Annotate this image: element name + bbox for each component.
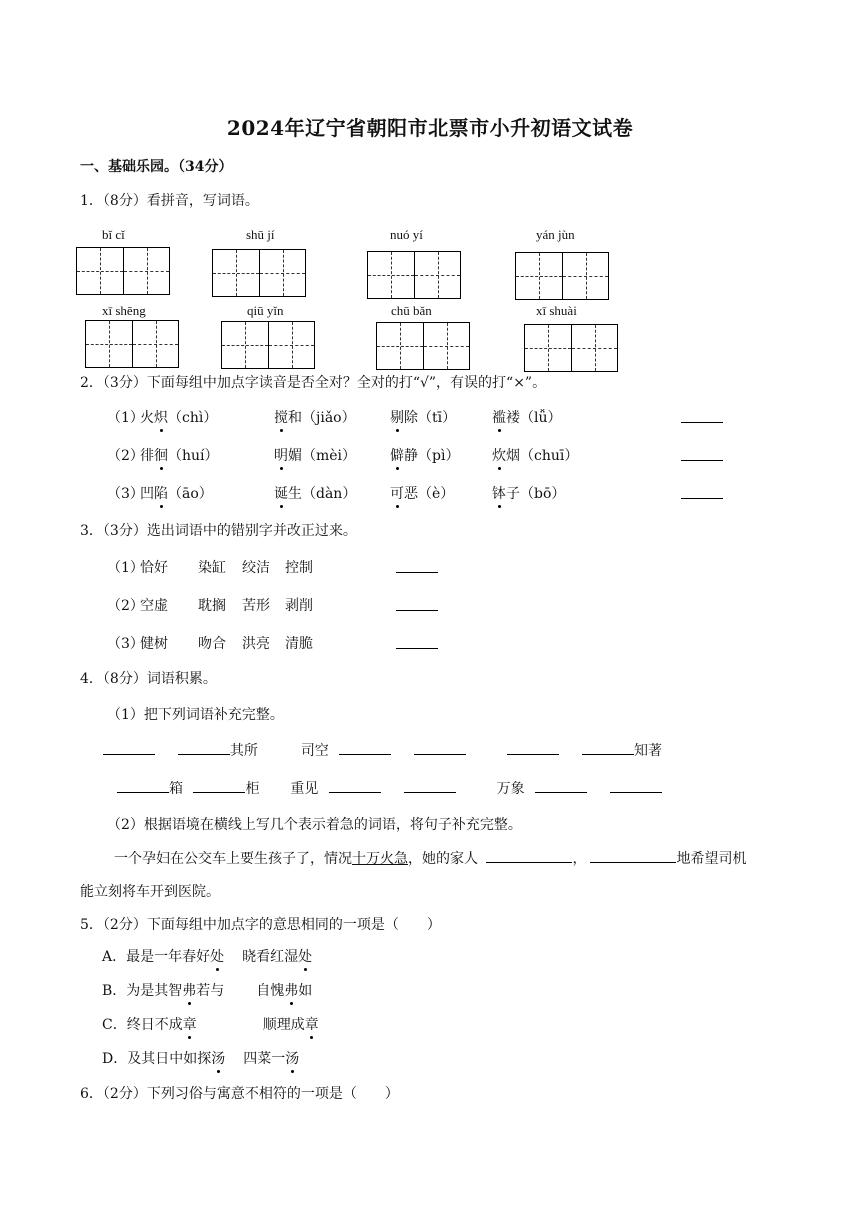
word-part: 搅	[274, 407, 288, 427]
option-d[interactable]	[102, 1048, 299, 1068]
typo-row-number: （2）	[107, 598, 144, 614]
writing-grid[interactable]	[367, 251, 461, 299]
pinyin-label: yán jùn	[536, 227, 575, 242]
option-text: 顺理成	[262, 1017, 305, 1033]
word-part: 可	[390, 483, 404, 503]
answer-blank[interactable]	[117, 778, 169, 793]
word-part: 烟	[506, 448, 520, 464]
word-part: 火	[140, 410, 154, 426]
writing-grid[interactable]	[212, 249, 306, 297]
reading-row-number: （1）	[107, 410, 144, 426]
dotted-char: 弗	[284, 980, 298, 1000]
exam-title: 2024年辽宁省朝阳市北票市小升初语文试卷	[226, 116, 634, 140]
word-part: 剔	[390, 407, 404, 427]
question-5-stem: 5．（2分）下面每组中加点字的意思相同的一项是（ ）	[80, 917, 441, 933]
pinyin-label: xī shuài	[536, 303, 577, 318]
typo-word: 清脆	[285, 636, 313, 652]
option-text: 终日不成	[126, 1017, 183, 1033]
word-part: 生	[288, 486, 302, 502]
answer-blank[interactable]	[610, 778, 662, 793]
question-3-stem: 3．（3分）选出词语中的错别字并改正过来。	[80, 523, 357, 539]
word-part: （huí）	[168, 448, 219, 464]
option-text: 自愧	[256, 983, 285, 999]
option-c[interactable]	[102, 1014, 319, 1034]
dotted-char: 处	[298, 946, 312, 966]
answer-blank[interactable]	[396, 610, 438, 611]
idiom-part: 重见	[290, 781, 319, 797]
section-heading: 一、基础乐园。（34分）	[80, 159, 233, 175]
option-a[interactable]	[102, 946, 312, 966]
writing-grid[interactable]	[76, 247, 170, 295]
sentence-text: 地希望司机	[676, 851, 747, 867]
writing-grid[interactable]	[524, 324, 618, 372]
writing-grid[interactable]	[376, 322, 470, 370]
word-part: 褴	[492, 407, 506, 427]
typo-word: 苦形	[242, 598, 270, 614]
word-part: 凹	[140, 486, 154, 502]
idiom-part: 其所	[229, 743, 258, 759]
question-1-stem: 1．（8分）看拼音，写词语。	[80, 193, 259, 209]
question-2-stem: 2．（3分）下面每组中加点字读音是否全对？全对的打“√”，有误的打“×”。	[80, 375, 547, 391]
reading-word	[492, 483, 565, 503]
pinyin-label: chū bǎn	[391, 303, 432, 318]
reading-word	[492, 407, 562, 427]
word-part: （pì）	[418, 448, 460, 464]
reading-word	[390, 445, 459, 465]
word-part: （mèi）	[302, 448, 357, 464]
word-part: 陷	[154, 483, 168, 503]
option-text: 如	[298, 983, 313, 999]
sentence-text: 一个孕妇在公交车上要生孩子了，情况	[114, 851, 352, 867]
option-letter: D．	[102, 1051, 128, 1067]
option-text: 最是一年春好	[126, 949, 211, 965]
word-part: （chì）	[168, 410, 218, 426]
answer-blank[interactable]	[339, 740, 391, 755]
idiom-row-2	[117, 778, 662, 798]
answer-blank[interactable]	[681, 498, 723, 499]
question-6-stem: 6．（2分）下列习俗与寓意不相符的一项是（ ）	[80, 1086, 399, 1102]
idiom-part: 司空	[300, 743, 329, 759]
idiom-part: 柜	[245, 781, 260, 797]
dotted-char: 弗	[182, 980, 196, 1000]
idiom-row-1	[103, 740, 662, 760]
typo-word: 健树	[140, 636, 168, 652]
pinyin-label: shū jí	[246, 227, 275, 242]
answer-blank[interactable]	[178, 740, 230, 755]
option-b[interactable]	[102, 980, 312, 1000]
reading-word	[140, 445, 219, 465]
answer-blank[interactable]	[681, 460, 723, 461]
option-text: 及其日中如探	[127, 1051, 212, 1067]
option-letter: A．	[102, 949, 127, 965]
answer-blank[interactable]	[414, 740, 466, 755]
answer-blank[interactable]	[396, 648, 438, 649]
word-part: 徊	[154, 445, 168, 465]
option-text: 晓看红湿	[242, 949, 299, 965]
word-part: 和	[288, 410, 302, 426]
reading-word	[140, 407, 217, 427]
option-text: 四菜一	[243, 1051, 286, 1067]
answer-blank[interactable]	[590, 848, 676, 863]
typo-word: 洪亮	[242, 636, 270, 652]
answer-blank[interactable]	[535, 778, 587, 793]
answer-blank[interactable]	[507, 740, 559, 755]
word-part: （dàn）	[302, 486, 357, 502]
dotted-char: 章	[183, 1014, 197, 1034]
word-part: （lǚ）	[520, 410, 562, 426]
question-4-stem: 4．（8分）词语积累。	[80, 671, 217, 687]
sentence-text: ，	[572, 851, 587, 867]
word-part: 静	[404, 448, 418, 464]
word-part: 炊	[492, 445, 506, 465]
idiom-part: 万象	[496, 781, 525, 797]
question-4-sub2: （2）根据语境在横线上写几个表示着急的词语，将句子补充完整。	[107, 817, 522, 833]
typo-word: 空虚	[140, 598, 168, 614]
word-part: （bō）	[520, 486, 566, 502]
writing-grid[interactable]	[515, 252, 609, 300]
option-letter: B．	[102, 983, 127, 999]
pinyin-label: qiū yǐn	[247, 303, 284, 318]
word-part: （chuī）	[520, 448, 579, 464]
word-part: （jiǎo）	[302, 410, 356, 426]
word-part: 炽	[154, 407, 168, 427]
reading-word	[274, 445, 356, 465]
question-4-sub1: （1）把下列词语补充完整。	[107, 707, 284, 723]
typo-row-number: （3）	[107, 636, 144, 652]
answer-blank[interactable]	[329, 778, 381, 793]
typo-word: 控制	[285, 560, 313, 576]
sentence-text: ，她的家人	[408, 851, 478, 867]
typo-word: 染缸	[198, 560, 226, 576]
context-sentence-cont: 能立刻将车开到医院。	[80, 884, 220, 900]
option-letter: C．	[102, 1017, 127, 1033]
option-text: 若与	[196, 983, 225, 999]
reading-word	[274, 483, 356, 503]
pinyin-label: xī shēng	[102, 303, 146, 318]
reading-word	[274, 407, 356, 427]
word-part: 除	[404, 410, 418, 426]
answer-blank[interactable]	[103, 740, 155, 755]
pinyin-label: nuó yí	[390, 227, 423, 242]
word-part: （āo）	[168, 486, 213, 502]
reading-word	[390, 483, 454, 503]
writing-grid[interactable]	[85, 320, 179, 368]
writing-grid[interactable]	[221, 321, 315, 369]
answer-blank[interactable]	[582, 740, 634, 755]
typo-word: 耽搁	[198, 598, 226, 614]
reading-word	[390, 407, 456, 427]
answer-blank[interactable]	[486, 848, 572, 863]
context-sentence	[114, 848, 746, 868]
reading-row-number: （2）	[107, 448, 144, 464]
word-part: 钵	[492, 483, 506, 503]
idiom-part: 箱	[169, 781, 183, 797]
typo-row-number: （1）	[107, 560, 144, 576]
word-part: 子	[506, 486, 520, 502]
word-part: 媚	[288, 448, 302, 464]
typo-word: 恰好	[140, 560, 168, 576]
dotted-char: 章	[305, 1014, 319, 1034]
answer-blank[interactable]	[404, 778, 456, 793]
pinyin-label: bǐ cǐ	[102, 227, 125, 242]
word-part: 明	[274, 445, 288, 465]
dotted-char: 汤	[285, 1048, 299, 1068]
answer-blank[interactable]	[396, 572, 438, 573]
word-part: 徘	[140, 448, 154, 464]
dotted-char: 处	[210, 946, 224, 966]
option-text: 为是其智	[126, 983, 183, 999]
typo-word: 绞洁	[242, 560, 270, 576]
reading-row-number: （3）	[107, 486, 144, 502]
reading-word	[140, 483, 213, 503]
word-part: 诞	[274, 483, 288, 503]
word-part: （tī）	[418, 410, 457, 426]
underlined-idiom: 十万火急	[352, 851, 408, 867]
typo-word: 吻合	[198, 636, 226, 652]
reading-word	[492, 445, 578, 465]
answer-blank[interactable]	[681, 422, 723, 423]
answer-blank[interactable]	[193, 778, 245, 793]
word-part: （è）	[418, 486, 455, 502]
word-part: 褛	[506, 410, 520, 426]
typo-word: 剥削	[285, 598, 313, 614]
idiom-part: 知著	[633, 743, 662, 759]
word-part: 僻	[390, 445, 404, 465]
dotted-char: 汤	[211, 1048, 225, 1068]
word-part: 恶	[404, 486, 418, 502]
